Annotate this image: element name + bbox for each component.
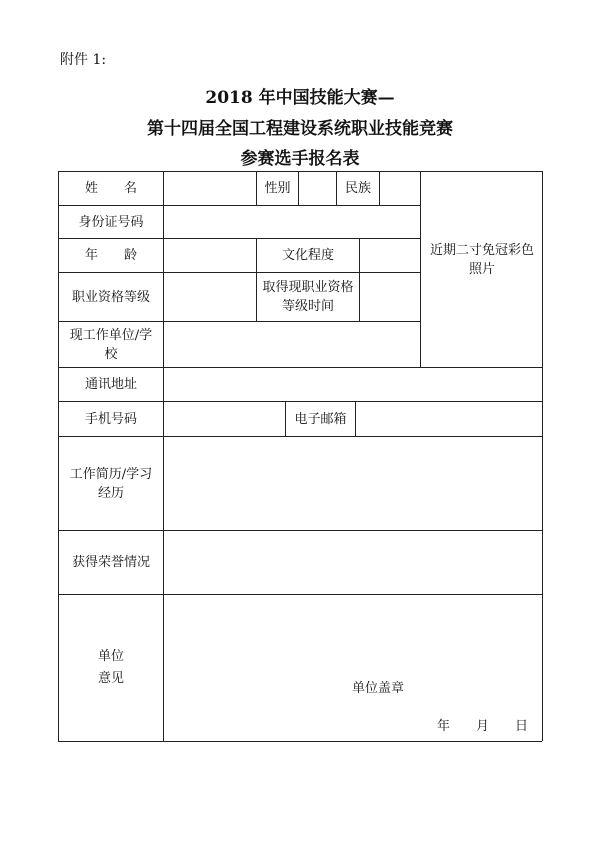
title-line-2: 第十四届全国工程建设系统职业技能竞赛 <box>147 119 453 139</box>
phone-field[interactable] <box>164 402 285 436</box>
phone-label: 手机号码 <box>84 411 137 427</box>
title-line-3: 参赛选手报名表 <box>240 149 360 169</box>
qualification-level-label: 职业资格等级 <box>71 289 150 305</box>
education-label: 文化程度 <box>281 248 334 263</box>
education-field[interactable] <box>360 239 420 272</box>
qualification-time-label: 取得现职业资格等级时间 <box>262 280 354 314</box>
employer-label: 现工作单位/学校 <box>69 327 153 362</box>
photo-placeholder[interactable]: 近期二寸免冠彩色照片 <box>430 243 535 277</box>
id-number-label: 身份证号码 <box>78 214 144 230</box>
name-label: 姓 名 <box>84 181 137 196</box>
email-field[interactable] <box>356 402 542 436</box>
unit-opinion-label: 单位意见 <box>97 649 124 686</box>
age-label: 年 龄 <box>84 248 137 263</box>
honors-field[interactable] <box>164 531 542 594</box>
name-field[interactable] <box>164 172 256 205</box>
resume-field[interactable] <box>164 437 542 530</box>
id-number-field[interactable] <box>164 206 420 238</box>
age-field[interactable] <box>164 239 256 272</box>
employer-field[interactable] <box>164 322 420 367</box>
honors-label: 获得荣誉情况 <box>71 555 150 570</box>
ethnicity-label: 民族 <box>344 181 371 196</box>
address-label: 通讯地址 <box>84 377 137 392</box>
qualification-time-field[interactable] <box>360 273 420 321</box>
title-line-1: 2018 年中国技能大赛— <box>205 88 395 108</box>
gender-field[interactable] <box>299 172 336 205</box>
address-field[interactable] <box>164 368 542 401</box>
qualification-level-field[interactable] <box>164 273 256 321</box>
resume-label: 工作简历/学习经历 <box>69 466 153 501</box>
attachment-label: 附件 1: <box>60 52 107 68</box>
gender-label: 性别 <box>264 181 291 196</box>
ethnicity-field[interactable] <box>380 172 420 205</box>
unit-stamp-label: 单位盖章 <box>352 681 405 696</box>
date-line: 年 月 日 <box>437 719 529 734</box>
email-label: 电子邮箱 <box>294 411 347 427</box>
